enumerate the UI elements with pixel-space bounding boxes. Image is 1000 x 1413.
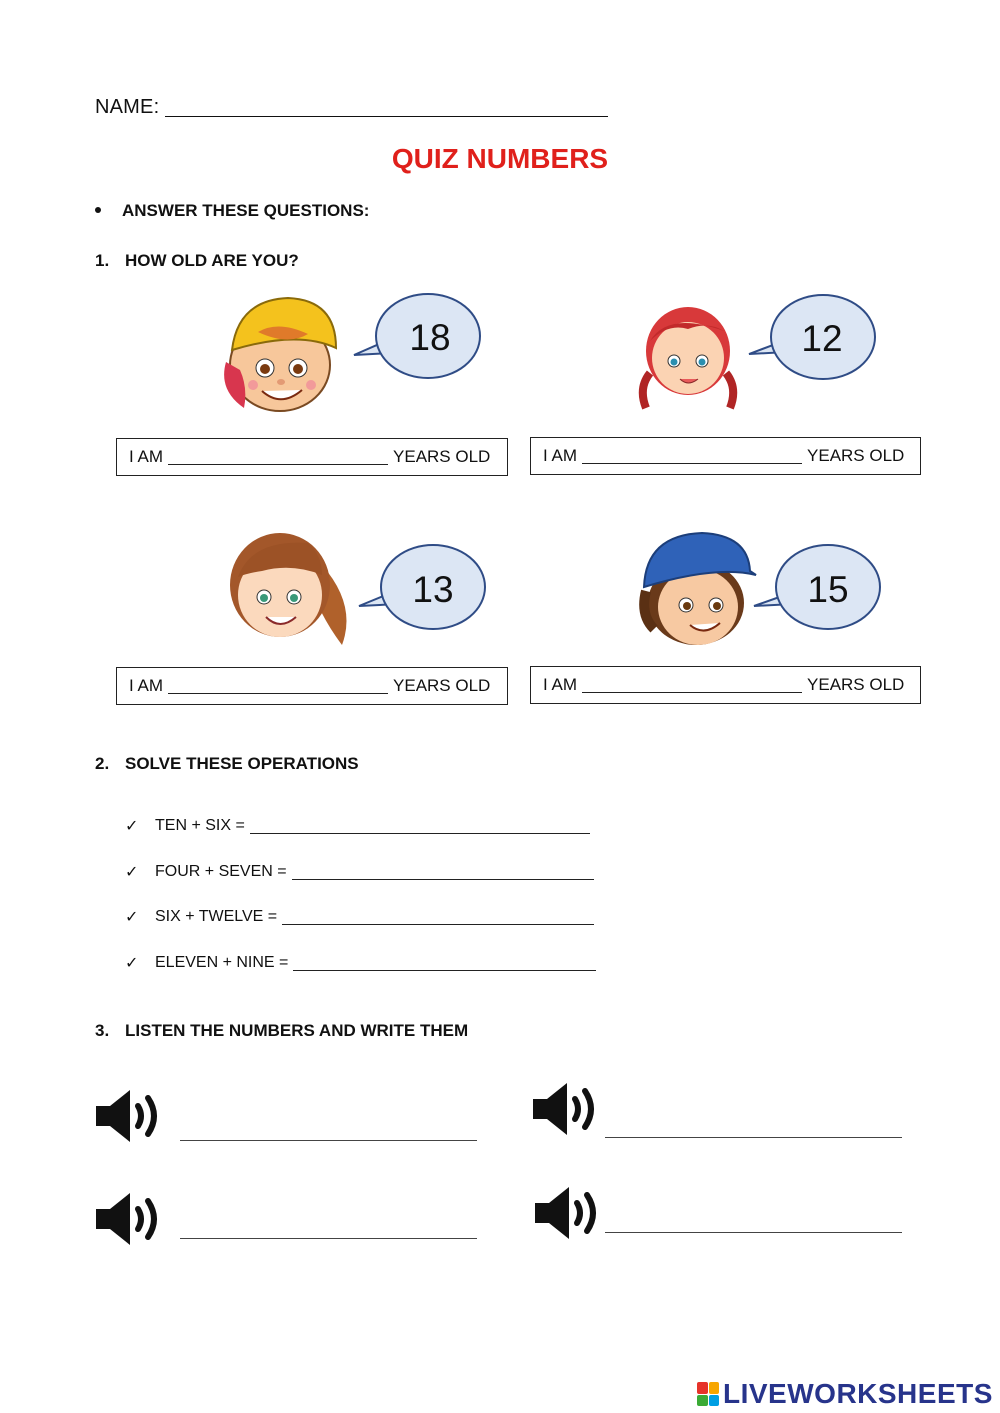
page-title: QUIZ NUMBERS [391, 143, 609, 174]
answer-suffix: YEARS OLD [393, 676, 491, 695]
bubble-age-2: 12 [801, 318, 843, 359]
answer-box-2[interactable] [530, 437, 921, 475]
name-label: NAME: [95, 96, 160, 118]
operation-text: ELEVEN + NINE = [155, 954, 289, 971]
instruction-text: ANSWER THESE QUESTIONS: [122, 201, 370, 220]
listen-answer-line-2[interactable] [605, 1137, 902, 1138]
checkmark-icon: ✓ [125, 864, 139, 881]
answer-blank[interactable] [582, 449, 802, 464]
operation-answer-blank[interactable] [250, 819, 590, 834]
section-3-title: LISTEN THE NUMBERS AND WRITE THEM [125, 1021, 469, 1040]
bubble-age-1: 18 [409, 317, 451, 358]
name-blank-line[interactable] [165, 96, 608, 117]
answer-box-3[interactable] [116, 667, 508, 705]
operation-row [125, 816, 590, 836]
section-1-title: HOW OLD ARE YOU? [125, 251, 299, 270]
operation-answer-blank[interactable] [282, 910, 594, 925]
instruction-bullet [95, 201, 369, 221]
answer-suffix: YEARS OLD [807, 446, 905, 465]
section-2-number: 2. [95, 754, 110, 773]
section-3-number: 3. [95, 1021, 110, 1040]
answer-box-4[interactable] [530, 666, 921, 704]
answer-prefix: I AM [129, 676, 164, 695]
answer-blank[interactable] [582, 678, 802, 693]
speaker-icon[interactable] [94, 1191, 166, 1247]
answer-blank[interactable] [168, 679, 388, 694]
operation-text: FOUR + SEVEN = [155, 863, 287, 880]
answer-suffix: YEARS OLD [807, 675, 905, 694]
section-2-heading [95, 754, 359, 774]
checkmark-icon: ✓ [125, 909, 139, 926]
boy-yellow-cap-illustration [218, 290, 343, 415]
liveworksheets-mark-icon [697, 1382, 719, 1406]
listen-answer-line-3[interactable] [180, 1238, 477, 1239]
answer-prefix: I AM [129, 447, 164, 466]
checkmark-icon: ✓ [125, 818, 139, 835]
section-1-heading [95, 251, 299, 271]
checkmark-icon: ✓ [125, 955, 139, 972]
girl-red-braids-illustration [628, 293, 753, 418]
girl-ponytail-illustration [222, 525, 347, 650]
operation-row [125, 907, 594, 927]
operation-answer-blank[interactable] [292, 865, 594, 880]
answer-prefix: I AM [543, 446, 578, 465]
section-2-title: SOLVE THESE OPERATIONS [125, 754, 359, 773]
bubble-age-4: 15 [807, 569, 849, 610]
bullet-dot-icon [95, 207, 101, 213]
bubble-age-3: 13 [412, 569, 454, 610]
section-1-number: 1. [95, 251, 110, 270]
speaker-icon[interactable] [531, 1081, 603, 1137]
answer-box-1[interactable] [116, 438, 508, 476]
speaker-icon[interactable] [533, 1185, 605, 1241]
boy-blue-cap-illustration [636, 525, 761, 650]
speaker-icon[interactable] [94, 1088, 166, 1144]
operation-answer-blank[interactable] [293, 956, 596, 971]
listen-answer-line-1[interactable] [180, 1140, 477, 1141]
operation-row [125, 953, 596, 973]
name-field [95, 96, 608, 119]
listen-answer-line-4[interactable] [605, 1232, 902, 1233]
logo-text: LIVEWORKSHEETS [723, 1378, 993, 1409]
answer-suffix: YEARS OLD [393, 447, 491, 466]
answer-blank[interactable] [168, 450, 388, 465]
answer-prefix: I AM [543, 675, 578, 694]
operation-text: TEN + SIX = [155, 817, 245, 834]
operation-row [125, 862, 594, 882]
section-3-heading [95, 1021, 468, 1041]
operation-text: SIX + TWELVE = [155, 908, 278, 925]
liveworksheets-logo [697, 1378, 993, 1410]
